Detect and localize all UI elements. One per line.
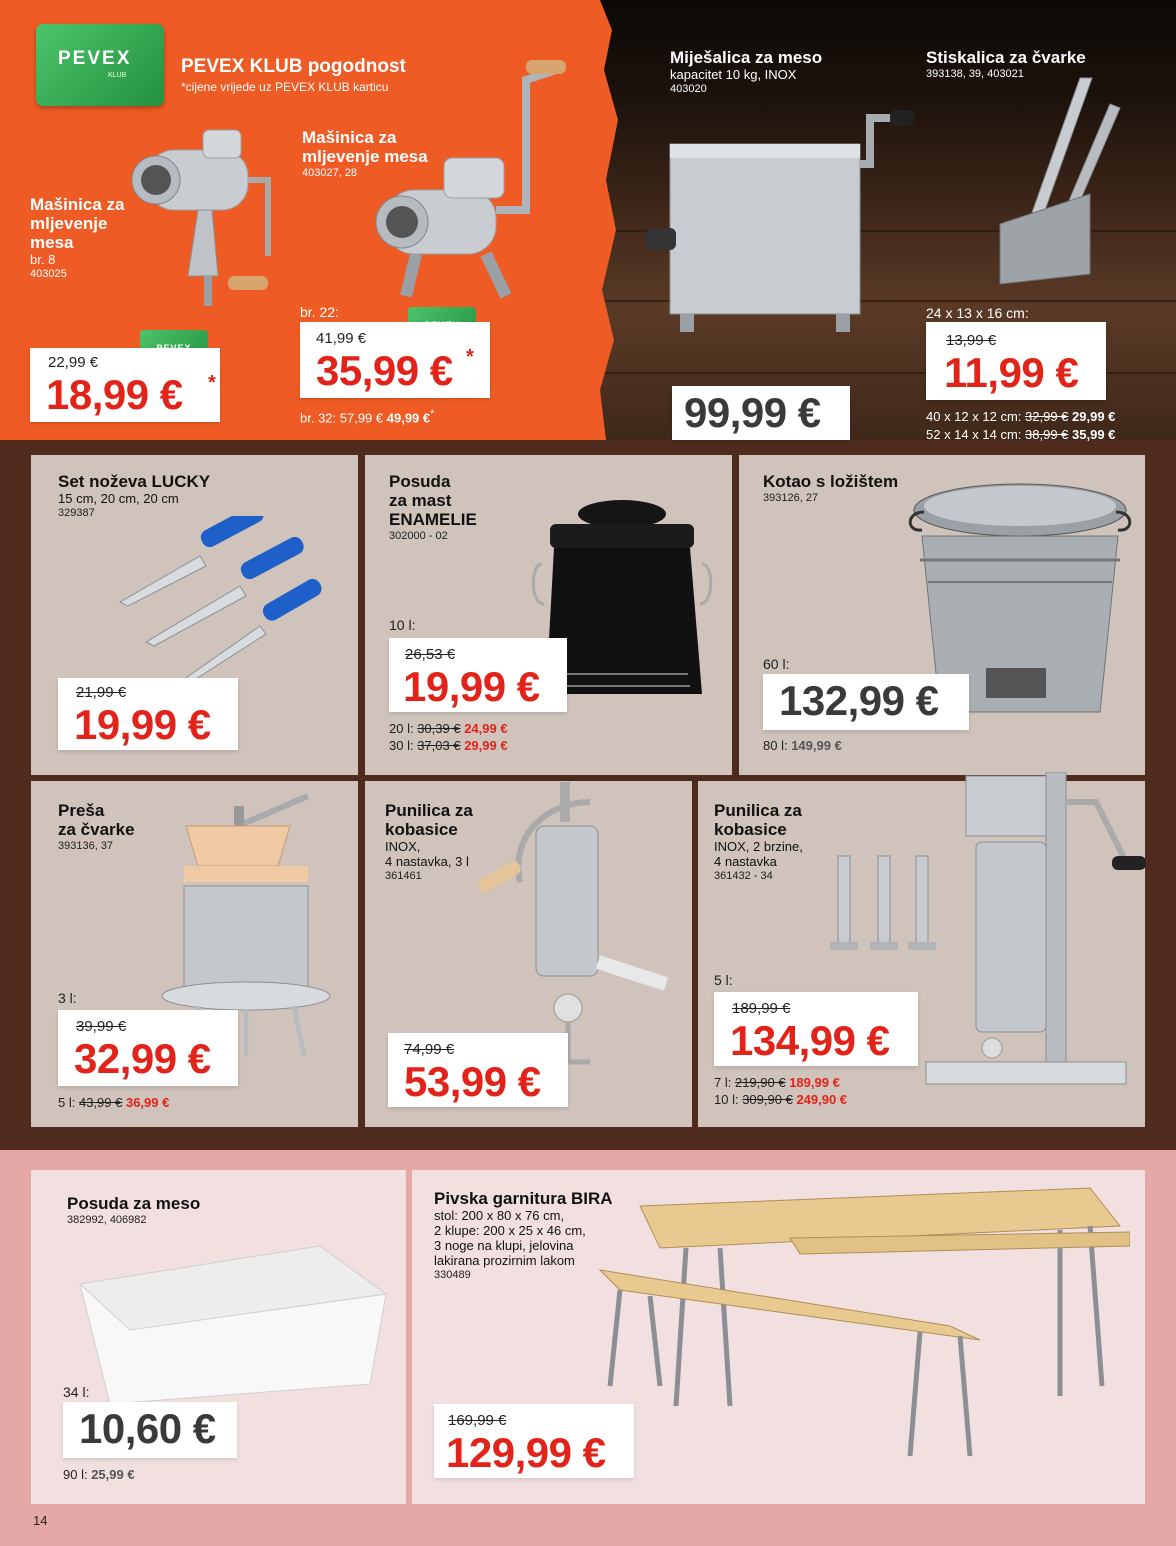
lardpot-name-l1: Posuda [389,472,451,491]
squeezer-variant-0-label: 40 x 12 x 12 cm: [926,409,1022,424]
mixer-price: 99,99 € [684,389,821,436]
squeezer-price: 11,99 € [944,349,1079,396]
meatbox-price: 10,60 € [79,1405,216,1452]
knives-price: 19,99 € [74,701,211,748]
squeezer-name: Stiskalica za čvarke [926,48,1086,67]
squeezer-price-box [926,322,1106,400]
press-old-price: 39,99 € [76,1018,127,1035]
lardpot-variant-1-new: 29,99 € [464,738,508,753]
meatbox-variant [63,1466,135,1483]
lardpot-price: 19,99 € [403,663,540,710]
card-logo: PEVEX [58,48,132,69]
cauldron-size: 60 l: [763,656,790,672]
lardpot-code: 302000 - 02 [389,530,448,542]
mixer-code: 403020 [670,83,707,95]
beerset-spec-l1: stol: 200 x 80 x 76 cm, [434,1208,565,1223]
cauldron-code: 393126, 27 [763,492,819,504]
stuffer3-spec-l1: INOX, [385,839,421,854]
lardpot-name-l2: za mast [389,491,452,510]
lardpot-variant-1-old: 37,03 € [417,738,461,753]
meatbox-image [70,1244,390,1404]
press-variant-new: 36,99 € [125,1095,170,1110]
squeezer-old-price: 13,99 € [946,332,997,349]
grinder22-variant [300,406,434,426]
beerset-code: 330489 [434,1269,471,1281]
pevex-club-card [36,24,164,106]
meatbox-code: 382992, 406982 [67,1214,147,1226]
grinder8-price-box [30,348,220,422]
beerset-spec-l4: lakirana prozirnim lakom [434,1253,575,1268]
lardpot-variant-0-label: 20 l: [389,721,414,736]
meatbox-size: 34 l: [63,1384,90,1400]
meatbox-name: Posuda za meso [67,1194,201,1213]
knives-image [110,516,340,696]
cauldron-variant [763,737,842,754]
grinder8-price: 18,99 € [46,371,183,418]
meatbox-variant-label: 90 l: [63,1467,88,1482]
lardpot-size: 10 l: [389,617,416,633]
stuffer3-name-l2: kobasice [385,820,458,839]
lardpot-variant-0-old: 30,39 € [417,721,461,736]
press-code: 393136, 37 [58,840,114,852]
lardpot-variant-1-label: 30 l: [389,738,414,753]
grinder22-variant-price: 49,99 € [386,410,431,426]
stuffer3-old-price: 74,99 € [404,1041,455,1058]
mixer-price-box [672,386,850,440]
stuffer5-variant-0 [714,1074,840,1091]
squeezer-variant-1-label: 52 x 14 x 14 cm: [926,427,1022,442]
meatbox-variant-price: 25,99 € [91,1467,135,1482]
knives-price-box [58,678,238,750]
stuffer5-variant-0-old: 219,90 € [734,1075,786,1090]
stuffer5-size: 5 l: [714,972,733,988]
mixer-spec: kapacitet 10 kg, INOX [670,67,797,82]
press-size: 3 l: [58,990,77,1006]
lardpot-info [389,472,529,543]
stuffer5-name-l1: Punilica za [714,801,802,820]
beerset-price-box [434,1404,634,1478]
grinder22-name: Mašinica za mljevenje mesa [302,128,428,166]
stuffer5-variant-1 [714,1091,847,1108]
grinder8-code: 403025 [30,268,67,280]
card-sub: KLUB [108,72,127,79]
mixer-image [640,104,920,334]
grinder22-variant-asterisk: * [430,408,435,420]
press-name-l1: Preša [58,801,105,820]
cauldron-price-box [763,674,969,730]
grinder22-price-box [300,322,490,398]
grinder8-old-price: 22,99 € [48,354,99,371]
lardpot-name-l3: ENAMELIE [389,510,477,529]
beerset-price: 129,99 € [446,1429,606,1476]
beerset-old-price: 169,99 € [448,1412,507,1429]
press-variant [58,1094,169,1111]
lardpot-variant-1 [389,737,508,754]
stuffer3-price: 53,99 € [404,1058,541,1105]
press-price: 32,99 € [74,1035,211,1082]
knives-name: Set noževa LUCKY [58,472,211,491]
grinder22-old-price: 41,99 € [316,330,367,347]
club-note: *cijene vrijede uz PEVEX KLUB karticu [181,80,389,94]
cauldron-variant-price: 149,99 € [791,738,842,753]
squeezer-variant-0 [926,408,1115,425]
grinder8-spec: br. 8 [30,252,56,267]
press-name-l2: za čvarke [58,820,135,839]
stuffer3-image [470,772,670,1072]
club-title: PEVEX KLUB pogodnost [181,56,406,77]
squeezer-variant-1-old: 38,99 € [1025,427,1069,442]
stuffer5-code: 361432 - 34 [714,870,773,882]
knives-info [58,472,318,520]
stuffer5-image [916,772,1146,1092]
squeezer-variant-0-new: 29,99 € [1072,409,1116,424]
grinder22-variant-label: br. 32: 57,99 € [300,410,384,426]
press-variant-label: 5 l: [58,1095,76,1110]
cauldron-price: 132,99 € [779,677,939,724]
lardpot-old-price: 26,53 € [405,646,456,663]
stuffer5-old-price: 189,99 € [732,1000,791,1017]
beerset-spec-l3: 3 noge na klupi, jelovina [434,1238,574,1253]
squeezer-code: 393138, 39, 403021 [926,68,1024,80]
stuffer3-code: 361461 [385,870,422,882]
stuffer5-price: 134,99 € [730,1017,890,1064]
squeezer-image [980,74,1140,294]
beerset-name: Pivska garnitura BIRA [434,1189,613,1208]
squeezer-variant-1 [926,426,1115,443]
mixer-info [670,48,890,96]
knives-old-price: 21,99 € [76,684,127,701]
grinder22-code: 403027, 28 [302,167,358,179]
beerset-spec-l2: 2 klupe: 200 x 25 x 46 cm, [434,1223,586,1238]
stuffer5-spec-l1: INOX, 2 brzine, [714,839,803,854]
mixer-name: Miješalica za meso [670,48,823,67]
grinder22-image [376,60,576,300]
stuffer3-name-l1: Punilica za [385,801,473,820]
stuffer5-name-l2: kobasice [714,820,787,839]
meatbox-info [67,1194,287,1227]
beerset-image [590,1186,1130,1466]
knives-code: 329387 [58,507,95,519]
cauldron-variant-label: 80 l: [763,738,788,753]
grinder22-asterisk: * [466,346,474,368]
press-variant-old: 43,99 € [78,1095,123,1110]
grinder8-name: Mašinica za mljevenje mesa [30,195,125,252]
stuffer5-spec-l2: 4 nastavka [714,854,777,869]
page-number: 14 [33,1513,48,1528]
squeezer-variant-1-new: 35,99 € [1072,427,1116,442]
stuffer3-spec-l2: 4 nastavka, 3 l [385,854,469,869]
stuffer5-price-box [714,992,918,1066]
lardpot-variant-0-new: 24,99 € [464,721,508,736]
squeezer-size: 24 x 13 x 16 cm: [926,305,1029,321]
stuffer5-variant-0-new: 189,99 € [789,1075,840,1090]
stuffer5-variant-1-new: 249,90 € [796,1092,848,1107]
stuffer5-variant-0-label: 7 l: [714,1075,732,1090]
grinder8-image [128,126,278,326]
stuffer3-price-box [388,1033,568,1107]
squeezer-variant-0-old: 32,99 € [1025,409,1069,424]
grinder8-asterisk: * [208,372,216,394]
cauldron-name: Kotao s ložištem [763,472,899,491]
stuffer5-variant-1-old: 309,90 € [742,1092,793,1107]
stuffer5-variant-1-label: 10 l: [714,1092,739,1107]
lardpot-price-box [389,638,567,712]
lardpot-variant-0 [389,720,508,737]
grinder22-size: br. 22: [300,304,339,320]
grinder22-price: 35,99 € [316,347,453,394]
press-price-box [58,1010,238,1086]
knives-spec: 15 cm, 20 cm, 20 cm [58,491,179,506]
meatbox-price-box [63,1402,237,1458]
